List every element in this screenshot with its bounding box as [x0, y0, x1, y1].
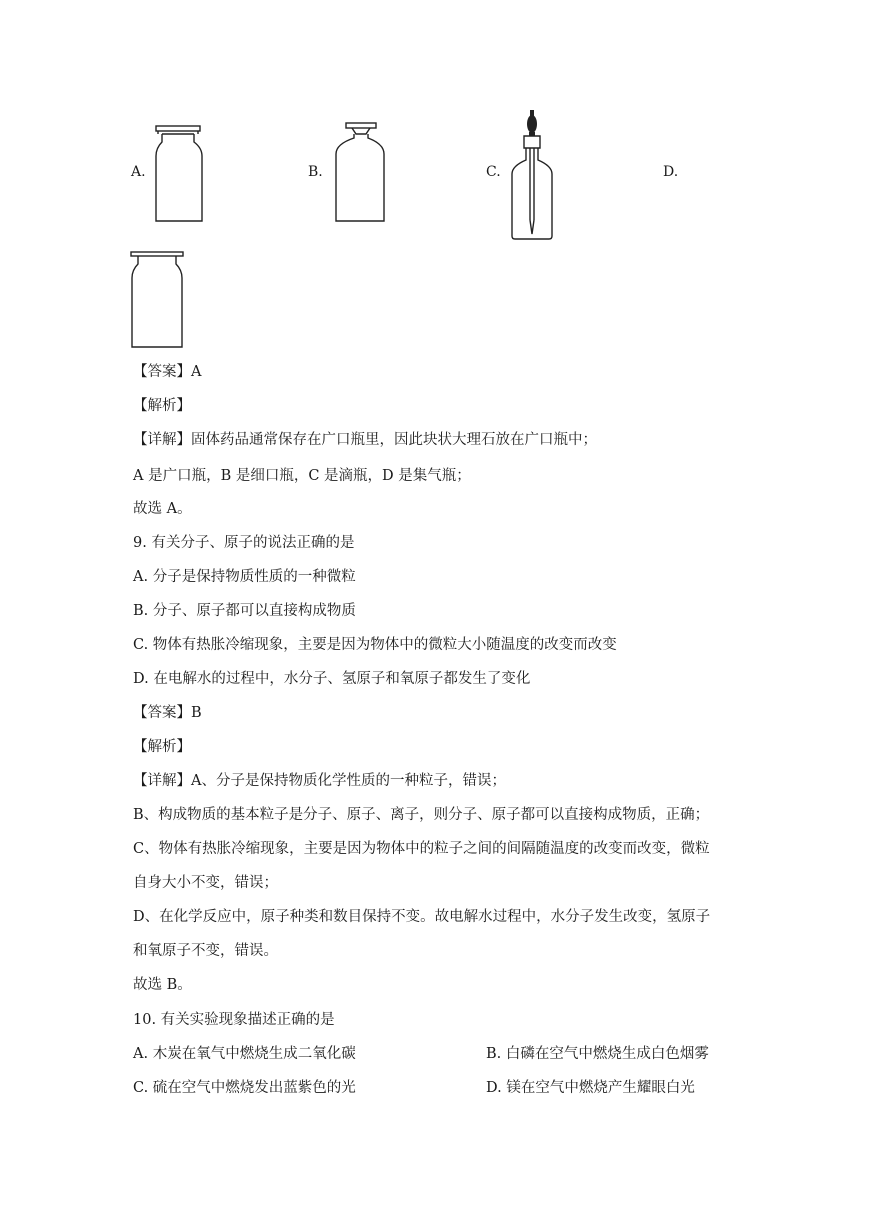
- q9-analysis-heading: 【解析】: [133, 739, 191, 755]
- q9-option-a[interactable]: A. 分子是保持物质性质的一种微粒: [133, 569, 356, 585]
- option-a-label[interactable]: A.: [131, 164, 146, 180]
- q8-answer: 【答案】A: [133, 364, 202, 380]
- q9-detail-c1: C、物体有热胀冷缩现象，主要是因为物体中的粒子之间的间隔随温度的改变而改变，微粒: [133, 841, 710, 857]
- q9-option-b[interactable]: B. 分子、原子都可以直接构成物质: [133, 603, 356, 619]
- q9-option-d[interactable]: D. 在电解水的过程中，水分子、氢原子和氧原子都发生了变化: [133, 671, 531, 687]
- q9-detail-b: B、构成物质的基本粒子是分子、原子、离子，则分子、原子都可以直接构成物质，正确；: [133, 807, 710, 823]
- q9-stem: 9. 有关分子、原子的说法正确的是: [133, 535, 355, 551]
- q10-option-a[interactable]: A. 木炭在氧气中燃烧生成二氧化碳: [133, 1046, 356, 1062]
- q8-detail: 【详解】固体药品通常保存在广口瓶里，因此块状大理石放在广口瓶中；: [133, 432, 597, 448]
- q8-detail-2: A 是广口瓶，B 是细口瓶，C 是滴瓶，D 是集气瓶；: [133, 468, 471, 484]
- narrow-mouth-bottle-image: [332, 120, 390, 224]
- option-b-label[interactable]: B.: [308, 164, 323, 180]
- option-d-label[interactable]: D.: [663, 164, 679, 180]
- q10-option-c[interactable]: C. 硫在空气中燃烧发出蓝紫色的光: [133, 1080, 356, 1096]
- option-c-label[interactable]: C.: [486, 164, 501, 180]
- q9-detail-d1: D、在化学反应中，原子种类和数目保持不变。故电解水过程中，水分子发生改变，氢原子: [133, 909, 711, 925]
- q10-option-d[interactable]: D. 镁在空气中燃烧产生耀眼白光: [486, 1080, 695, 1096]
- q8-choose: 故选 A。: [133, 501, 192, 517]
- q9-answer: 【答案】B: [133, 705, 202, 721]
- dropper-bottle-image: [508, 108, 560, 242]
- q10-stem: 10. 有关实验现象描述正确的是: [133, 1012, 335, 1028]
- q10-option-b[interactable]: B. 白磷在空气中燃烧生成白色烟雾: [486, 1046, 709, 1062]
- gas-collecting-bottle-image: [128, 250, 188, 350]
- q9-detail-d2: 和氧原子不变，错误。: [133, 943, 278, 959]
- q9-detail-a: 【详解】A、分子是保持物质化学性质的一种粒子，错误；: [133, 773, 506, 789]
- q9-choose: 故选 B。: [133, 977, 192, 993]
- q8-analysis-heading: 【解析】: [133, 398, 191, 414]
- q9-option-c[interactable]: C. 物体有热胀冷缩现象，主要是因为物体中的微粒大小随温度的改变而改变: [133, 637, 617, 653]
- wide-mouth-bottle-image: [152, 124, 210, 224]
- q9-detail-c2: 自身大小不变，错误；: [133, 875, 278, 891]
